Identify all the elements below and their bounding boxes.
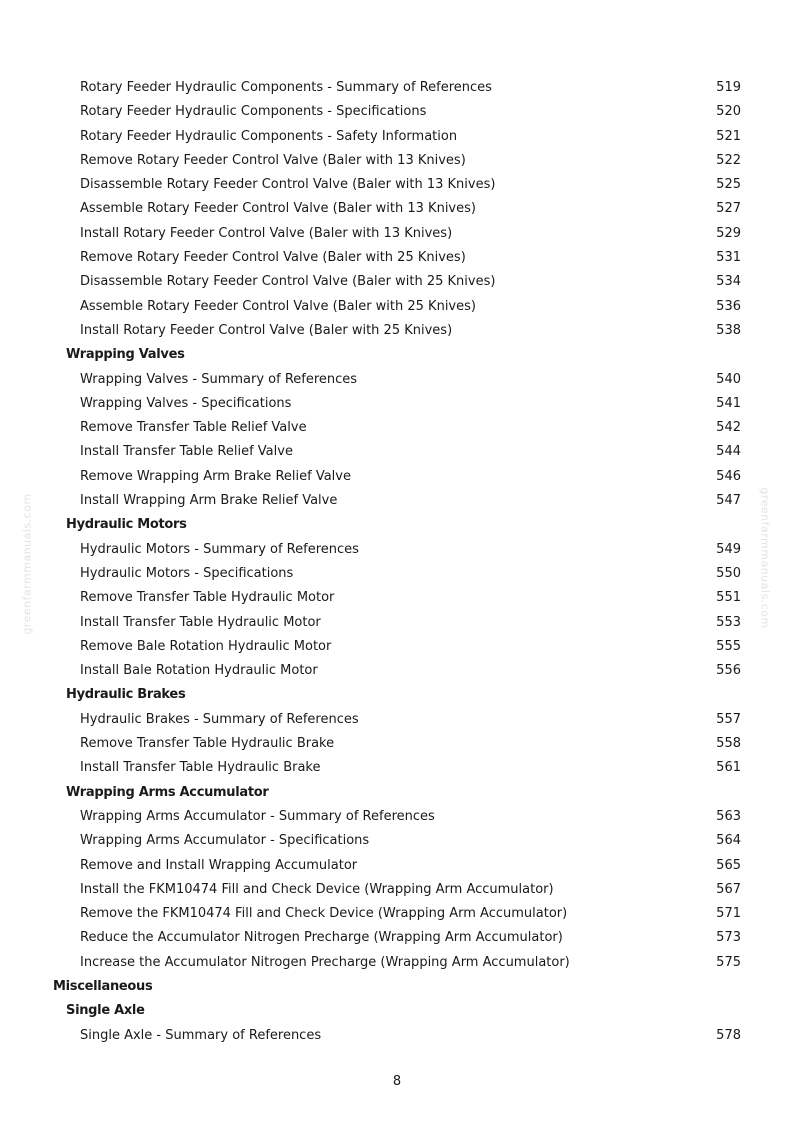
toc-entry-title: Install Wrapping Arm Brake Relief Valve <box>80 493 338 509</box>
toc-entry-title: Remove the FKM10474 Fill and Check Device (Wrapping Arm Accumulator) <box>80 906 568 922</box>
toc-entry-title: Wrapping Arms Accumulator <box>66 784 269 800</box>
toc-entry[interactable] <box>0 659 794 683</box>
toc-entry-title: Increase the Accumulator Nitrogen Precharge (Wrapping Arm Accumulator) <box>80 954 570 970</box>
toc-entry-page: 547 <box>716 493 741 509</box>
toc-entry-page: 536 <box>716 298 741 314</box>
toc-entry[interactable] <box>0 246 794 270</box>
toc-entry-title: Install Rotary Feeder Control Valve (Baler with 25 Knives) <box>80 322 453 338</box>
toc-entry-page: 551 <box>716 590 741 606</box>
toc-entry-page: 534 <box>716 274 741 290</box>
toc-entry-page: 525 <box>716 177 741 193</box>
toc-entry-page: 522 <box>716 152 741 168</box>
toc-entry[interactable] <box>0 173 794 197</box>
toc-entry[interactable] <box>0 635 794 659</box>
toc-entry[interactable] <box>0 732 794 756</box>
toc-entry-title: Install the FKM10474 Fill and Check Device (Wrapping Arm Accumulator) <box>80 881 554 897</box>
toc-entry[interactable] <box>0 829 794 853</box>
toc-entry-title: Rotary Feeder Hydraulic Components - Summary of References <box>80 80 492 95</box>
toc-entry-title: Disassemble Rotary Feeder Control Valve (Baler with 25 Knives) <box>80 274 496 290</box>
toc-entry-page: 549 <box>716 541 741 557</box>
toc-entry-title: Hydraulic Motors - Specifications <box>80 565 294 581</box>
toc-entry[interactable] <box>0 392 794 416</box>
toc-entry[interactable] <box>0 926 794 950</box>
toc-entry-title: Rotary Feeder Hydraulic Components - Specifications <box>80 104 427 120</box>
toc-entry-page: 519 <box>716 80 741 95</box>
toc-entry[interactable] <box>0 805 794 829</box>
toc-entry-page: 578 <box>716 1027 741 1043</box>
toc-entry-title: Hydraulic Motors <box>66 517 187 533</box>
toc-entry-page: 531 <box>716 250 741 266</box>
toc-entry[interactable] <box>0 440 794 464</box>
toc-entry[interactable] <box>0 708 794 732</box>
toc-entry-page: 555 <box>716 638 741 654</box>
toc-entry-title: Hydraulic Brakes - Summary of References <box>80 711 359 727</box>
toc-entry-title: Install Transfer Table Hydraulic Motor <box>80 614 321 630</box>
toc-entry-page: 565 <box>716 857 741 873</box>
toc-entry-title: Remove Transfer Table Relief Valve <box>80 420 307 436</box>
toc-entry-page: 538 <box>716 322 741 338</box>
toc-section-heading[interactable] <box>0 975 794 999</box>
toc-entry-title: Install Transfer Table Relief Valve <box>80 444 293 460</box>
toc-entry[interactable] <box>0 197 794 221</box>
toc-entry[interactable] <box>0 878 794 902</box>
toc-entry-title: Hydraulic Brakes <box>66 687 186 703</box>
toc-section-heading[interactable] <box>0 513 794 537</box>
toc-entry[interactable] <box>0 319 794 343</box>
toc-entry[interactable] <box>0 756 794 780</box>
toc-entry[interactable] <box>0 611 794 635</box>
toc-entry-title: Wrapping Valves - Summary of References <box>80 371 358 387</box>
toc-entry-page: 527 <box>716 201 741 217</box>
toc-section-heading[interactable] <box>0 343 794 367</box>
toc-entry-title: Wrapping Valves - Specifications <box>80 395 292 411</box>
toc-entry-page: 567 <box>716 881 741 897</box>
toc-entry[interactable] <box>0 465 794 489</box>
toc-entry-page: 561 <box>716 760 741 776</box>
toc-entry-page: 550 <box>716 565 741 581</box>
toc-entry-page: 563 <box>716 808 741 824</box>
toc-entry-page: 542 <box>716 420 741 436</box>
toc-entry[interactable] <box>0 125 794 149</box>
toc-entry-page: 558 <box>716 736 741 752</box>
toc-entry-title: Remove Bale Rotation Hydraulic Motor <box>80 638 332 654</box>
toc-section-heading[interactable] <box>0 999 794 1023</box>
toc-entry[interactable] <box>0 1024 794 1048</box>
toc-entry[interactable] <box>0 368 794 392</box>
toc-entry-page: 557 <box>716 711 741 727</box>
toc-entry[interactable] <box>0 149 794 173</box>
toc-section-heading[interactable] <box>0 781 794 805</box>
toc-entry-title: Wrapping Valves <box>66 347 185 363</box>
toc-entry[interactable] <box>0 100 794 124</box>
toc-entry-title: Remove Transfer Table Hydraulic Motor <box>80 590 335 606</box>
toc-entry-title: Assemble Rotary Feeder Control Valve (Baler with 13 Knives) <box>80 201 476 217</box>
toc-entry-title: Single Axle <box>66 1003 145 1019</box>
toc-entry-page: 573 <box>716 930 741 946</box>
toc-entry-title: Remove Transfer Table Hydraulic Brake <box>80 736 335 752</box>
toc-entry-title: Reduce the Accumulator Nitrogen Precharge (Wrapping Arm Accumulator) <box>80 930 563 946</box>
toc-entry-title: Remove and Install Wrapping Accumulator <box>80 857 358 873</box>
toc-entry-title: Hydraulic Motors - Summary of References <box>80 541 359 557</box>
toc-entry-page: 521 <box>716 128 741 144</box>
toc-entry-page: 529 <box>716 225 741 241</box>
toc-entry-page: 553 <box>716 614 741 630</box>
toc-section-heading[interactable] <box>0 683 794 707</box>
toc-entry[interactable] <box>0 538 794 562</box>
toc-entry[interactable] <box>0 562 794 586</box>
toc-entry[interactable] <box>0 222 794 246</box>
toc-entry-title: Miscellaneous <box>53 978 153 994</box>
toc-entry-title: Assemble Rotary Feeder Control Valve (Baler with 25 Knives) <box>80 298 476 314</box>
toc-entry-title: Install Rotary Feeder Control Valve (Baler with 13 Knives) <box>80 225 453 241</box>
toc-entry-page: 520 <box>716 104 741 120</box>
toc-entry-page: 556 <box>716 663 741 679</box>
toc-entry-title: Wrapping Arms Accumulator - Specifications <box>80 833 370 849</box>
toc-entry-page: 544 <box>716 444 741 460</box>
toc-entry-title: Wrapping Arms Accumulator - Summary of References <box>80 808 435 824</box>
toc-entry[interactable] <box>0 76 794 100</box>
toc-entry-title: Single Axle - Summary of References <box>80 1027 322 1043</box>
toc-entry-title: Install Transfer Table Hydraulic Brake <box>80 760 321 776</box>
toc-entry[interactable] <box>0 270 794 294</box>
toc-entry-page: 564 <box>716 833 741 849</box>
watermark-right: greenfarmmanuals.com <box>758 487 772 629</box>
table-of-contents <box>0 76 794 1048</box>
toc-entry[interactable] <box>0 854 794 878</box>
toc-entry[interactable] <box>0 902 794 926</box>
toc-entry-title: Disassemble Rotary Feeder Control Valve (Baler with 13 Knives) <box>80 177 496 193</box>
toc-entry[interactable] <box>0 416 794 440</box>
toc-entry-title: Remove Rotary Feeder Control Valve (Baler with 13 Knives) <box>80 152 466 168</box>
toc-entry-title: Remove Rotary Feeder Control Valve (Baler with 25 Knives) <box>80 250 466 266</box>
toc-entry[interactable] <box>0 489 794 513</box>
toc-entry-page: 575 <box>716 954 741 970</box>
page-number: 8 <box>392 1074 402 1089</box>
toc-entry-page: 541 <box>716 395 741 411</box>
toc-entry[interactable] <box>0 951 794 975</box>
toc-entry-page: 540 <box>716 371 741 387</box>
toc-entry-page: 546 <box>716 468 741 484</box>
toc-entry[interactable] <box>0 295 794 319</box>
toc-entry[interactable] <box>0 586 794 610</box>
toc-entry-page: 571 <box>716 906 741 922</box>
toc-entry-title: Rotary Feeder Hydraulic Components - Safety Information <box>80 128 458 144</box>
toc-entry-title: Remove Wrapping Arm Brake Relief Valve <box>80 468 351 484</box>
watermark-left: greenfarmmanuals.com <box>20 493 34 635</box>
toc-entry-title: Install Bale Rotation Hydraulic Motor <box>80 663 318 679</box>
